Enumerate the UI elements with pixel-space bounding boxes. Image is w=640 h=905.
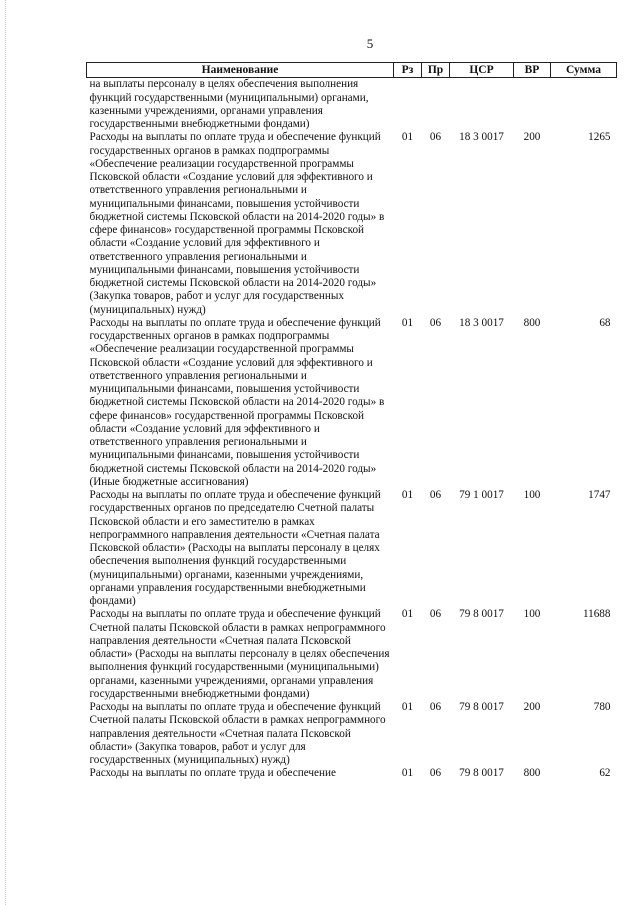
row-name: Расходы на выплаты по оплате труда и обеспечение функций государственных органов в рамках подпрограммы «Обеспечение реализации государственной программы Псковской области «Создание условий для эффективного и ответственного управления региональными и муниципальными финансами, повышения устойчивости бюджетной системы Псковской области на 2014-2020 годы» в сфере финансов» государственной программы Псковской области «Создание условий для эффективного и ответственного управления региональными и муниципальными финансами, повышения устойчивости бюджетной системы Псковской области на 2014-2020 годы» (Закупка товаров, работ и услуг для государственных (муниципальных) нужд): [89, 131, 385, 316]
row-rz: 01: [401, 608, 414, 621]
row-name: на выплаты персоналу в целях обеспечения выполнения функций государственными (муниципальными) органами, казенными учреждениями, органами управления государственными внебюджетными фондами): [89, 78, 369, 130]
row-csr: 79 8 0017: [459, 701, 504, 713]
header-vr: ВР: [514, 63, 551, 78]
row-vr: 100: [523, 489, 541, 501]
table-row: [87, 767, 617, 780]
row-rz: [394, 78, 422, 132]
row-sum: 11688: [582, 608, 611, 621]
row-name: Расходы на выплаты по оплате труда и обеспечение: [89, 767, 336, 780]
row-vr: 200: [523, 701, 541, 713]
header-rz: Рз: [394, 63, 422, 78]
row-csr: [450, 78, 514, 132]
row-sum: [551, 78, 617, 132]
row-rz: 01: [401, 767, 414, 780]
table-row: [87, 608, 617, 701]
row-rz: 01: [401, 701, 414, 713]
row-sum: 62: [599, 767, 611, 780]
table-row: [87, 78, 617, 132]
budget-table: [86, 62, 617, 781]
row-rz: 01: [401, 489, 414, 501]
row-name: Расходы на выплаты по оплате труда и обеспечение функций Счетной палаты Псковской области в рамках непрограммного направления деятельности «Счетная палата Псковской области» (Расходы на выплаты персоналу в целях обеспечения выполнения функций государственными (муниципальными) органами, казенными учреждениями, органами управления государственными внебюджетными фондами): [89, 608, 390, 700]
page-number: 5: [366, 36, 374, 51]
header-name: Наименование: [87, 63, 394, 78]
table-header-row: [87, 63, 617, 78]
row-pr: 06: [429, 767, 442, 780]
table-row: [87, 701, 617, 767]
row-name: Расходы на выплаты по оплате труда и обеспечение функций государственных органов по председателю Счетной палаты Псковской области и его заместителю в рамках непрограммного направления деятельности «Счетная палата Псковской области» (Расходы на выплаты персоналу в целях обеспечения выполнения функций государственными (муниципальными) органами, казенными учреждениями, органами управления государственными внебюджетными фондами): [89, 489, 381, 607]
table-row: [87, 317, 617, 489]
row-vr: 100: [523, 608, 541, 621]
header-sum: Сумма: [551, 63, 617, 78]
row-name: Расходы на выплаты по оплате труда и обеспечение функций Счетной палаты Псковской области в рамках непрограммного направления деятельности «Счетная палата Псковской области» (Закупка товаров, работ и услуг для государственных (муниципальных) нужд): [89, 701, 386, 766]
row-sum: 780: [593, 701, 611, 713]
row-sum: 1265: [588, 131, 611, 144]
row-pr: 06: [429, 608, 442, 621]
row-vr: [514, 78, 551, 132]
row-pr: 06: [429, 316, 442, 329]
row-pr: [422, 78, 450, 132]
table-row: [87, 131, 617, 317]
header-csr: ЦСР: [450, 63, 514, 78]
row-csr: 18 3 0017: [459, 316, 504, 329]
header-pr: Пр: [422, 63, 450, 78]
page-edge: [5, 0, 7, 905]
row-rz: 01: [401, 131, 414, 144]
row-pr: 06: [429, 131, 442, 144]
row-pr: 06: [429, 701, 442, 713]
row-sum: 68: [599, 316, 611, 329]
row-name: Расходы на выплаты по оплате труда и обеспечение функций государственных органов в рамках подпрограммы «Обеспечение реализации государственной программы Псковской области «Создание условий для эффективного и ответственного управления региональными и муниципальными финансами, повышения устойчивости бюджетной системы Псковской области на 2014-2020 годы» в сфере финансов» государственной программы Псковской области «Создание условий для эффективного и ответственного управления региональными и муниципальными финансами, повышения устойчивости бюджетной системы Псковской области на 2014-2020 годы» (Иные бюджетные ассигнования): [89, 316, 385, 488]
row-csr: 79 8 0017: [459, 608, 504, 621]
row-csr: 79 1 0017: [459, 489, 504, 501]
table-row: [87, 489, 617, 608]
row-vr: 800: [523, 316, 541, 329]
row-vr: 200: [523, 131, 541, 144]
row-sum: 1747: [588, 489, 611, 501]
row-pr: 06: [429, 489, 442, 501]
row-vr: 800: [523, 767, 541, 780]
row-csr: 79 8 0017: [459, 767, 504, 780]
row-csr: 18 3 0017: [459, 131, 504, 144]
row-rz: 01: [401, 316, 414, 329]
